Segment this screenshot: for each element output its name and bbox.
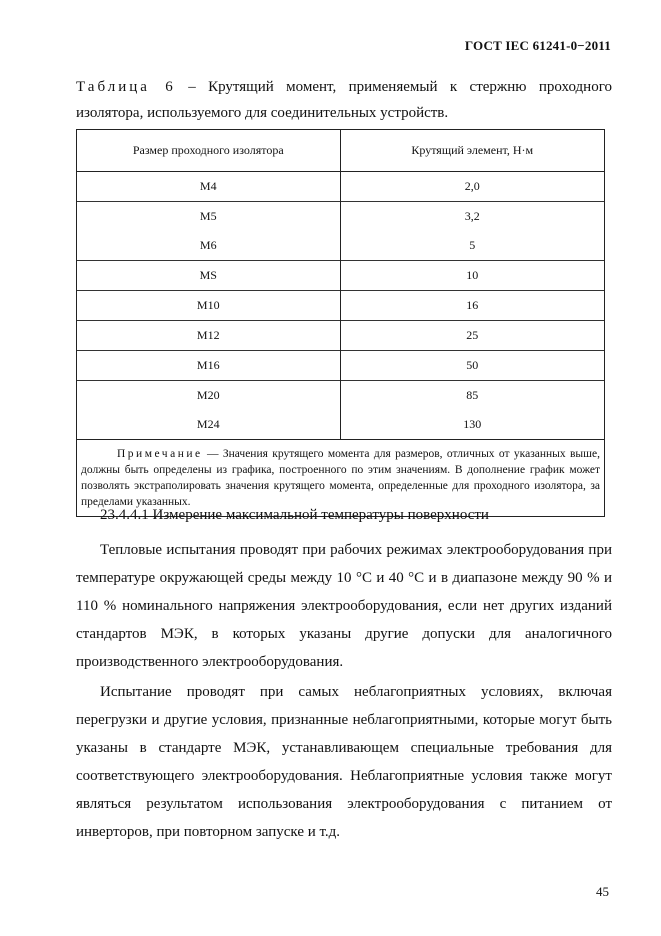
table-row (77, 410, 605, 440)
document-header: ГОСТ IEC 61241-0−2011 (464, 38, 611, 53)
cell-size: MS (77, 261, 341, 291)
cell-size: M20 (77, 381, 341, 411)
table-row (77, 261, 605, 291)
table-note (77, 440, 605, 517)
table-row (77, 291, 605, 321)
table-caption-lead: Таблица 6 (76, 79, 176, 95)
table-row (77, 351, 605, 381)
table-caption (76, 74, 612, 126)
cell-torque: 85 (340, 381, 605, 411)
table-row (77, 321, 605, 351)
column-header-size: Размер проходного изолятора (77, 130, 341, 172)
table-row (77, 172, 605, 202)
cell-torque: 3,2 (340, 202, 605, 232)
cell-torque: 10 (340, 261, 605, 291)
cell-torque: 25 (340, 321, 605, 351)
table-row (77, 202, 605, 232)
torque-table (76, 129, 605, 517)
cell-torque: 2,0 (340, 172, 605, 202)
cell-size: M6 (77, 231, 341, 261)
cell-size: M4 (77, 172, 341, 202)
section-heading: 23.4.4.1 Измерение максимальной температуры поверхности (100, 507, 489, 523)
cell-size: M5 (77, 202, 341, 232)
cell-size: M16 (77, 351, 341, 381)
note-text: — Значения крутящего момента для размеров, отличных от указанных выше, должны быть определены из графика, построенного по этим значениям. В дополнение график может позволять экстраполировать значения крутящего момента, определенные для проходного изолятора, за пределами указанных. (81, 448, 600, 508)
table-caption-text: – Крутящий момент, применяемый к стержню проходного изолятора, используемого для соединительных устройств. (76, 79, 612, 121)
cell-torque: 130 (340, 410, 605, 440)
cell-torque: 5 (340, 231, 605, 261)
note-label: Примечание (117, 448, 203, 460)
table-note-row (77, 440, 605, 517)
cell-size: M12 (77, 321, 341, 351)
cell-torque: 50 (340, 351, 605, 381)
table-row (77, 381, 605, 411)
cell-size: M24 (77, 410, 341, 440)
cell-torque: 16 (340, 291, 605, 321)
table-row (77, 231, 605, 261)
paragraph-test-conditions: Испытание проводят при самых неблагоприятных условиях, включая перегрузки и другие условия, признанные неблагоприятными, которые могут быть указаны в стандарте МЭК, устанавливающем специальные требования для соответствующего электрооборудования. Неблагоприятные условия также могут являться результатом использования электрооборудования с питанием от инверторов, при повторном запуске и т.д. (76, 684, 612, 840)
column-header-torque: Крутящий элемент, Н·м (340, 130, 605, 172)
page-number: 45 (596, 884, 609, 899)
paragraph-thermal-tests: Тепловые испытания проводят при рабочих режимах электрооборудования при температуре окружающей среды между 10 °С и 40 °С и в диапазоне между 90 % и 110 % номинального напряжения электрооборудования, если нет других изданий стандартов МЭК, в которых указаны другие допуски для аналогичного производственного электрооборудования. (76, 542, 612, 670)
cell-size: M10 (77, 291, 341, 321)
